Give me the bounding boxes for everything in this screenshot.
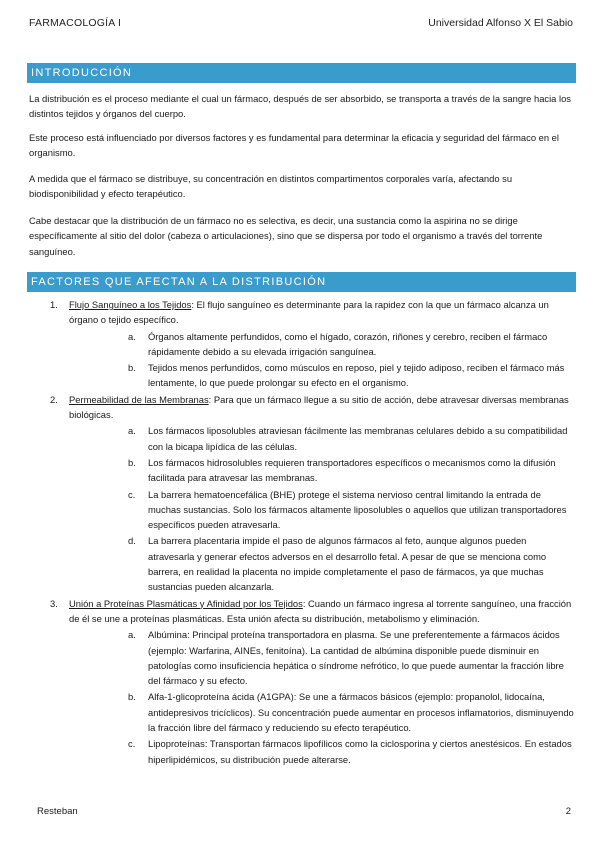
sub-item-letter: b. (128, 691, 136, 703)
item-text: : Para que un fármaco llegue a su sitio de acción, debe atravesar diversas membranas biológicas. (69, 393, 569, 421)
sub-item (69, 455, 575, 486)
header-course: FARMACOLOGÍA I (29, 17, 122, 29)
sub-item-letter: a. (128, 629, 136, 641)
intro-paragraph: A medida que el fármaco se distribuye, su concentración en distintos compartimentos corporales varía, afectando su biodisponibilidad y efecto terapéutico. (29, 173, 513, 200)
sub-item-letter: a. (128, 330, 136, 342)
sub-item-text: Tejidos menos perfundidos, como músculos en reposo, piel y tejido adiposo, reciben el fármaco más lentamente, lo que puede prolongar su efecto en el organismo. (148, 362, 565, 389)
sub-item-letter: a. (128, 425, 136, 437)
sub-item-letter: b. (128, 456, 136, 468)
sub-item (69, 627, 575, 688)
sub-item-text: Alfa-1-glicoproteína ácida (A1GPA): Se une a fármacos básicos (ejemplo: propanolol, lidocaína, antidepresivos tricíclicos). Su concentración puede aumentar en procesos inflamatorios, disminuyendo la fracción libre del fármaco y reduciendo su efecto terapéutico. (148, 691, 574, 734)
item-text: : Cuando un fármaco ingresa al torrente sanguíneo, una fracción de él se une a proteínas plasmáticas. Esta unión afecta su distribución, metabolismo y eliminación. (69, 597, 572, 624)
sub-item-letter: d. (128, 535, 136, 547)
sub-item-letter: c. (128, 738, 136, 750)
footer-author: Resteban (37, 806, 78, 817)
sub-item (69, 689, 575, 735)
item-title: Permeabilidad de las Membranas (69, 393, 209, 405)
sub-item-text: Albúmina: Principal proteína transportadora en plasma. Se une preferentemente a fármacos ácidos (ejemplo: Warfarina, AINEs, fenitoína). La cantidad de albúmina disponible puede disminuir en patologías como insuficiencia hepática o síndrome nefrótico, lo que puede aumentar la fracción libre del fármaco y su efecto. (148, 629, 564, 687)
sub-item-text: Los fármacos hidrosolubles requieren transportadores específicos o mecanismos como la difusión facilitada para atravesar las membranas. (148, 456, 556, 484)
item-number: 2. (50, 393, 58, 405)
item-text: : El flujo sanguíneo es determinante para la rapidez con la que un fármaco alcanza un órgano o tejido específico. (69, 299, 549, 326)
list-item (29, 596, 575, 767)
section-heading-introduccion: INTRODUCCIÓN (27, 63, 576, 83)
list-item (29, 297, 575, 391)
intro-paragraph: Este proceso está influenciado por diversos factores y es fundamental para determinar la eficacia y seguridad del fármaco en el organismo. (29, 132, 559, 159)
item-number: 1. (50, 299, 58, 310)
sub-item-letter: c. (128, 488, 136, 500)
sub-item-letter: b. (128, 362, 136, 374)
item-number: 3. (50, 597, 58, 609)
sub-item (69, 533, 575, 594)
sub-item (69, 329, 575, 360)
intro-paragraph: La distribución es el proceso mediante el cual un fármaco, después de ser absorbido, se transporta a través de la sangre hacia los distintos tejidos y órganos del cuerpo. (29, 93, 571, 120)
sub-item (69, 736, 575, 767)
item-title: Unión a Proteínas Plasmáticas y Afinidad por los Tejidos (69, 597, 303, 609)
sub-item (69, 487, 575, 533)
sub-item-text: La barrera hematoencefálica (BHE) protege el sistema nervioso central limitando la entrada de muchas sustancias. Solo los fármacos altamente liposolubles o aquellos que utilizan transportadores específicos pueden atravesarla. (148, 488, 567, 531)
list-item (29, 392, 575, 595)
sub-item-text: Lipoproteínas: Transportan fármacos lipofílicos como la ciclosporina y ciertos anestésicos. En estados hiperlipidémicos, su distribución puede alterarse. (148, 738, 572, 765)
factores-list (29, 297, 575, 768)
sub-item-text: Órganos altamente perfundidos, como el hígado, corazón, riñones y cerebro, reciben el fármaco rápidamente debido a su elevada irrigación sanguínea. (148, 330, 548, 357)
sub-item-text: La barrera placentaria impide el paso de algunos fármacos al feto, aunque algunos pueden atravesarla y generar efectos adversos en el desarrollo fetal. A pesar de que se menciona como barrera, en realidad la placenta no impide completamente el paso de fármacos, ya que muchas sustancias pueden alcanzarla. (148, 535, 547, 593)
intro-paragraph: Cabe destacar que la distribución de un fármaco no es selectiva, es decir, una sustancia como la aspirina no se dirige específicamente al sitio del dolor (cabeza o articulaciones), sino que se dispersa por todo el organismo a través del torrente sanguíneo. (29, 215, 543, 257)
sub-item-text: Los fármacos liposolubles atraviesan fácilmente las membranas celulares debido a su compatibilidad con la bicapa lipídica de las células. (148, 425, 568, 452)
sub-item (69, 360, 575, 391)
item-title: Flujo Sanguíneo a los Tejidos (69, 299, 192, 310)
header-university: Universidad Alfonso X El Sabio (428, 17, 573, 29)
page-number: 2 (565, 806, 571, 817)
section-heading-factores: FACTORES QUE AFECTAN A LA DISTRIBUCIÓN (27, 272, 576, 292)
sub-item (69, 423, 575, 454)
